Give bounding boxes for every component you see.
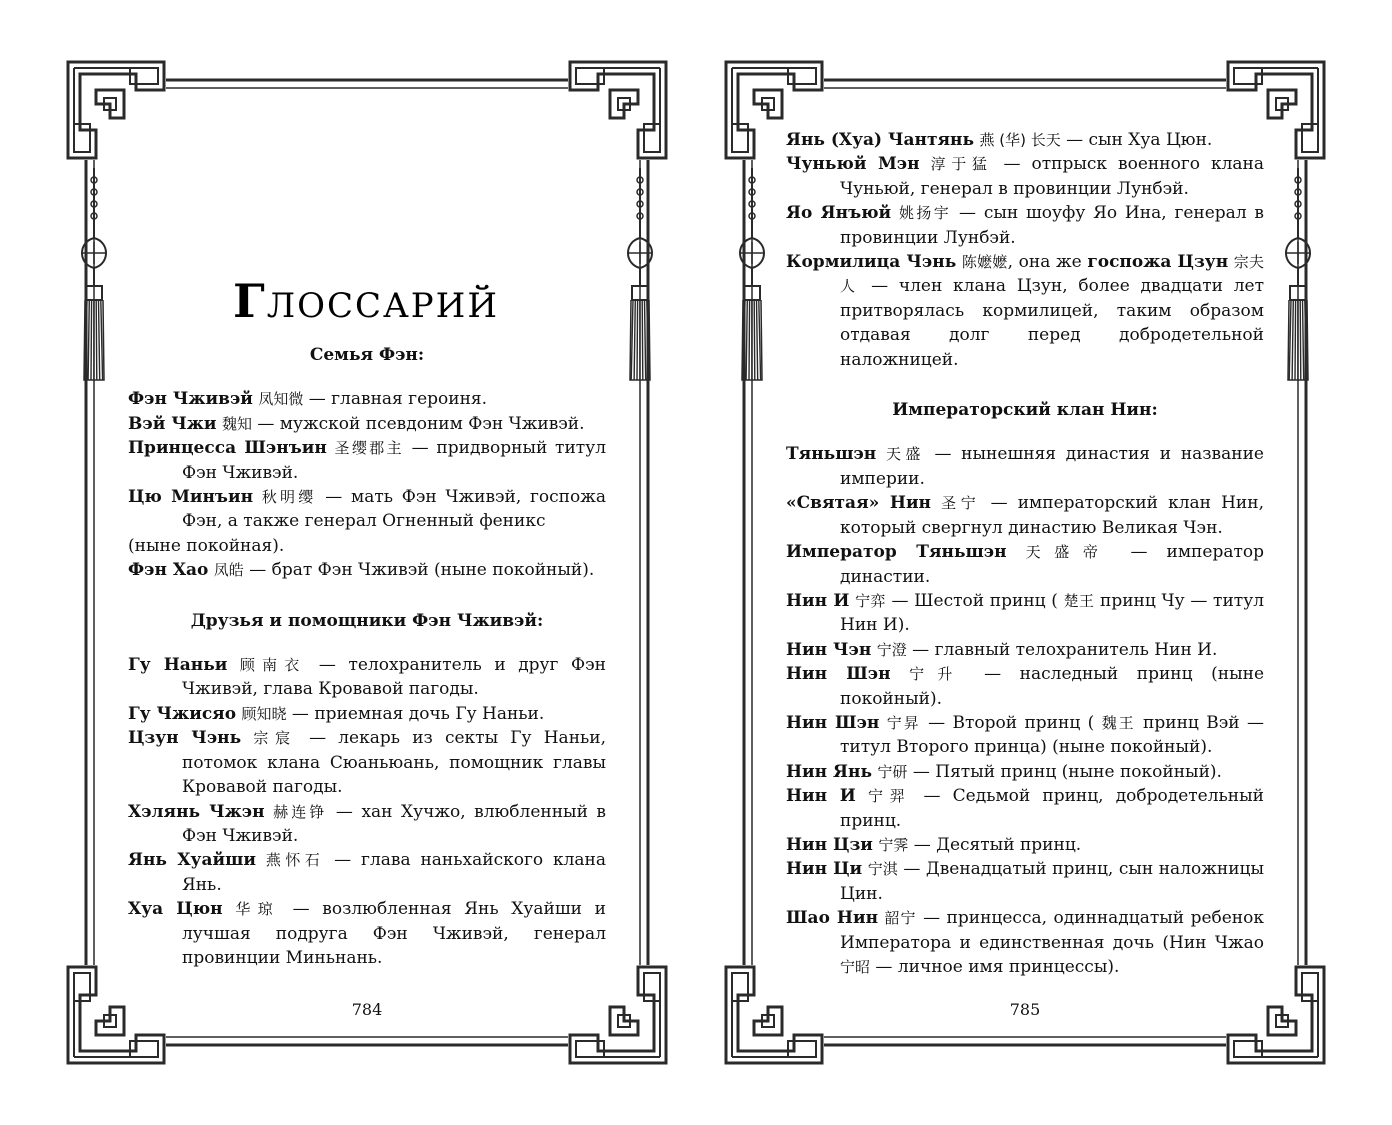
tassel-ornament-icon	[72, 168, 116, 383]
glossary-entry	[128, 412, 606, 436]
entry-definition: — Двенадцатый принц, сын наложницы Цин.	[840, 859, 1264, 904]
entry-term: Император Тяньшэн	[786, 542, 1007, 563]
entry-hanzi: 陈嬷嬷	[961, 253, 1008, 272]
entry-definition: — Второй принц (	[920, 712, 1095, 733]
entry-hanzi: 华琼	[235, 900, 280, 919]
glossary-entry	[786, 128, 1264, 152]
fret-corner-icon	[568, 60, 668, 160]
entry-definition: — император династии.	[840, 542, 1264, 587]
entry-definition: — сын шоуфу Яо Ина, генерал в провинции Лунбэй.	[840, 203, 1264, 248]
entry-hanzi: 圣宁	[941, 494, 981, 513]
glossary-entry	[128, 387, 606, 411]
glossary-entry	[786, 589, 1264, 638]
entry-hanzi: 顾南衣	[239, 656, 307, 675]
glossary-entry	[128, 653, 606, 702]
glossary-entry	[786, 638, 1264, 662]
left-text-block	[128, 343, 606, 970]
glossary-entry	[786, 442, 1264, 491]
entry-term: Чуньюй Мэн	[786, 154, 920, 175]
entry-term: Янь Хуайши	[128, 850, 256, 871]
entry-definition: — Десятый принц.	[908, 834, 1082, 855]
entry-hanzi: 宁昇	[886, 713, 921, 732]
entry-definition: — хан Хучжо, влюбленный в Фэн Чживэй.	[182, 801, 606, 846]
entry-hanzi: 赫连铮	[273, 802, 328, 821]
entry-hanzi: 天盛帝	[1025, 543, 1112, 562]
glossary-entry	[128, 848, 606, 897]
entry-definition: принц Чу — титул Нин И).	[840, 590, 1264, 636]
entry-hanzi: 宁澄	[876, 640, 907, 659]
entry-definition: — мужской псевдоним Фэн Чживэй.	[251, 413, 585, 434]
entry-term: Цзун Чэнь	[128, 728, 242, 749]
glossary-entry	[128, 726, 606, 799]
entry-hanzi: 燕 (华) 长天	[979, 131, 1061, 149]
entry-definition: — возлюбленная Янь Хуайши и лучшая подруга Фэн Чживэй, генерал провинции Миньнань.	[182, 899, 606, 968]
entry-hanzi: 魏王	[1101, 713, 1136, 732]
entry-hanzi: 宁弈	[855, 591, 886, 610]
entry-term: Нин Шэн	[786, 712, 880, 733]
right-page	[724, 60, 1326, 1065]
entry-hanzi: 韶宁	[884, 909, 917, 928]
entry-hanzi: 宁升	[909, 665, 966, 684]
entry-definition: — брат Фэн Чживэй (ныне покойный).	[243, 560, 595, 581]
entry-term: Хуа Цюн	[128, 899, 223, 920]
glossary-title: ГЛОССАРИЙ	[233, 274, 499, 328]
entry-definition: — Седьмой принц, добродетельный принц.	[840, 786, 1264, 831]
glossary-entry	[128, 702, 606, 726]
entry-hanzi: 凤皓	[213, 561, 244, 580]
entry-definition: — Шестой принц (	[885, 590, 1058, 611]
glossary-entry	[786, 201, 1264, 250]
entry-term: Хэлянь Чжэн	[128, 801, 265, 822]
entry-hanzi: 淳于猛	[930, 155, 993, 174]
entry-term: Гу Чжисяо	[128, 703, 237, 724]
entry-hanzi: 宁淇	[867, 860, 898, 879]
entry-definition: — наследный принц (ныне покойный).	[840, 664, 1264, 709]
entry-term: Вэй Чжи	[128, 413, 217, 434]
entry-term: Яо Янъюй	[786, 203, 892, 224]
glossary-entry	[786, 152, 1264, 201]
page-number: 785	[1009, 1000, 1041, 1019]
entry-hanzi: 宁霁	[878, 835, 909, 854]
entry-definition: , она же	[1007, 252, 1088, 273]
entry-hanzi: 宗宸	[253, 729, 297, 748]
entry-hanzi: 宁羿	[867, 787, 912, 806]
entry-definition: — приемная дочь Гу Наньи.	[286, 703, 545, 724]
section-heading: Императорский клан Нин:	[892, 400, 1158, 421]
entry-term: Нин И	[786, 590, 850, 611]
entry-term: госпожа Цзун	[1087, 252, 1229, 273]
entry-term: Кормилица Чэнь	[786, 252, 957, 273]
entry-term: Нин Цзи	[786, 834, 873, 855]
entry-definition: (ныне покойная).	[128, 535, 285, 556]
entry-hanzi: 燕怀石	[265, 851, 325, 870]
entry-hanzi: 秋明缨	[261, 488, 317, 507]
entry-definition: — Пятый принц (ныне покойный).	[907, 761, 1222, 782]
fret-corner-icon	[66, 60, 166, 160]
entry-hanzi: 天盛	[886, 445, 925, 464]
tassel-ornament-icon	[730, 168, 774, 383]
entry-hanzi: 宁研	[877, 762, 908, 781]
entry-definition: — мать Фэн Чживэй, госпожа Фэн, а также генерал Огненный феникс	[182, 487, 606, 532]
glossary-entry	[128, 800, 606, 849]
glossary-entry	[786, 784, 1264, 833]
entry-definition: — член клана Цзун, более двадцати лет притворялась кормилицей, таким образом отдавая долг перед добродетельной наложницей.	[840, 276, 1264, 370]
entry-term: Нин Янь	[786, 761, 873, 782]
entry-hanzi: 姚扬宇	[898, 204, 952, 223]
entry-definition: — телохранитель и друг Фэн Чживэй, глава Кровавой пагоды.	[182, 655, 606, 700]
left-page	[66, 60, 668, 1065]
entry-definition: — придворный титул Фэн Чживэй.	[182, 438, 606, 483]
entry-definition: — нынешняя династия и название империи.	[840, 444, 1264, 489]
right-text-block	[786, 128, 1264, 979]
entry-term: Нин Чэн	[786, 639, 872, 660]
section-heading: Друзья и помощники Фэн Чживэй:	[190, 610, 544, 631]
entry-hanzi: 宗夫人	[840, 253, 1265, 296]
entry-term: Шао Нин	[786, 908, 879, 929]
page-number: 784	[351, 1000, 383, 1019]
entry-definition: — принцесса, одиннадцатый ребенок Императора и единственная дочь (Нин Чжао	[840, 908, 1264, 953]
entry-definition: — сын Хуа Цюн.	[1060, 130, 1213, 150]
glossary-entry	[786, 662, 1264, 711]
tassel-ornament-icon	[1276, 168, 1320, 383]
entry-definition: — личное имя принцессы).	[870, 957, 1120, 977]
entry-term: Фэн Хао	[128, 560, 209, 581]
entry-definition: — лекарь из секты Гу Наньи, потомок клана Сюаньюань, помощник главы Кровавой пагоды.	[182, 728, 607, 798]
entry-hanzi: 顾知晓	[241, 704, 287, 723]
glossary-entry	[128, 485, 606, 534]
glossary-entry	[128, 897, 606, 970]
entry-term: Принцесса Шэнъин	[128, 438, 327, 459]
glossary-entry	[786, 857, 1264, 906]
entry-term: Цю Минъин	[128, 487, 254, 508]
glossary-entry	[786, 760, 1264, 784]
glossary-entry	[786, 540, 1264, 589]
entry-definition: — отпрыск военного клана Чуньюй, генерал в провинции Лунбэй.	[840, 154, 1265, 199]
entry-definition: — глава наньхайского клана Янь.	[182, 850, 606, 895]
glossary-entry	[786, 906, 1264, 979]
tassel-ornament-icon	[618, 168, 662, 383]
entry-definition: — императорский клан Нин, который свергнул династию Великая Чэн.	[840, 493, 1264, 538]
entry-term: Янь (Хуа) Чантянь	[786, 130, 975, 150]
entry-definition: — главный телохранитель Нин И.	[906, 639, 1218, 660]
entry-term: Нин Шэн	[786, 664, 891, 685]
entry-definition: — главная героиня.	[303, 389, 488, 410]
glossary-entry	[128, 534, 606, 558]
glossary-entry	[786, 711, 1264, 760]
entry-term: Фэн Чживэй	[128, 389, 253, 410]
entry-hanzi: 魏知	[221, 414, 252, 433]
entry-term: Тяньшэн	[786, 444, 877, 465]
glossary-entry	[128, 436, 606, 485]
entry-definition: принц Вэй — титул Второго принца) (ныне покойный).	[840, 712, 1264, 758]
entry-hanzi: 圣缨郡主	[334, 439, 404, 458]
glossary-entry	[786, 491, 1264, 540]
entry-term: Нин И	[786, 786, 856, 807]
glossary-entry	[128, 558, 606, 582]
entry-hanzi: 楚王	[1063, 591, 1095, 610]
entry-hanzi: 凤知微	[258, 390, 304, 409]
entry-hanzi: 宁昭	[840, 958, 871, 976]
section-heading: Семья Фэн:	[309, 345, 425, 365]
glossary-entry	[786, 833, 1264, 857]
glossary-entry	[786, 250, 1264, 372]
entry-term: Гу Наньи	[128, 655, 228, 676]
entry-term: «Святая» Нин	[786, 493, 931, 514]
entry-term: Нин Ци	[786, 859, 863, 880]
